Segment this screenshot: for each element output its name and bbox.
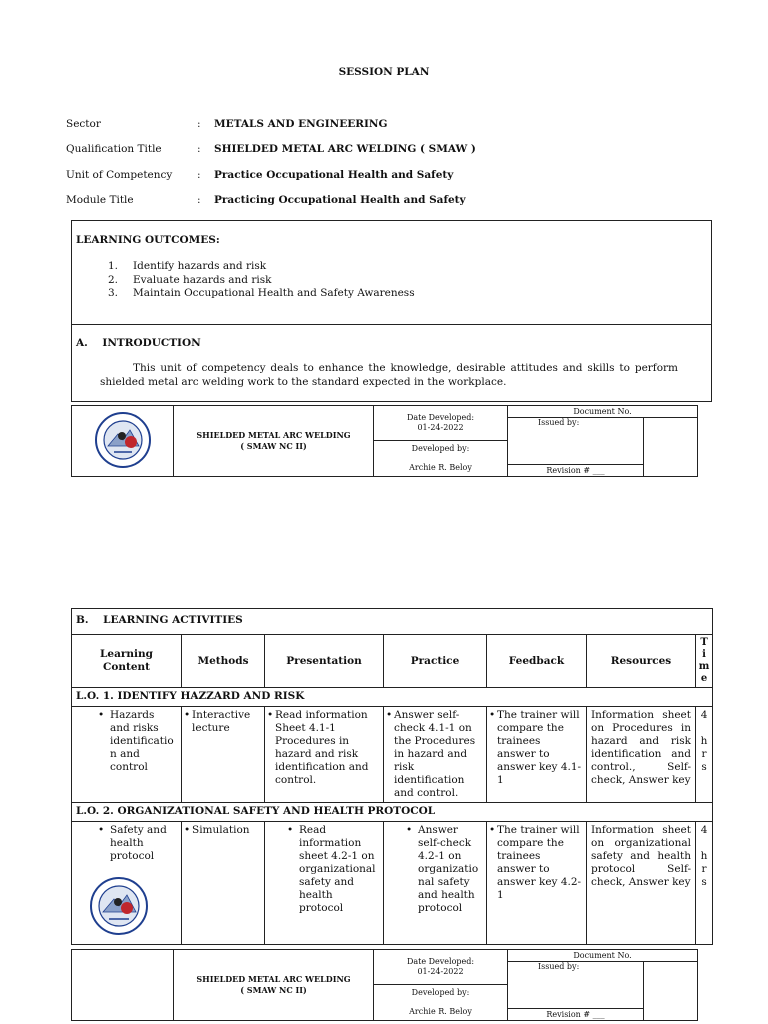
introduction-text: This unit of competency deals to enhance the knowledge, desirable attitudes and skills to perform shielded metal arc welding work to the standard expected in the workplace.	[100, 362, 678, 388]
list-text: Evaluate hazards and risk	[133, 273, 272, 286]
list-item	[108, 274, 415, 288]
developer-cell	[374, 441, 508, 477]
learning-outcomes-box	[71, 220, 712, 402]
cell-text: • Simulation	[184, 824, 260, 837]
learning-activities-table	[71, 608, 713, 945]
course-title-cell	[174, 406, 374, 477]
cell-text: • Answer self-check 4.1-1 on the Procedures in hazard and risk identification and control.	[386, 709, 482, 800]
developer-name: Archie R. Beloy	[409, 463, 472, 473]
date-value: 01-24-2022	[417, 967, 464, 977]
cell-text: • Answer self-check 4.2-1 on organizatio nal safety and health protocol	[406, 824, 482, 915]
introduction-heading: A. INTRODUCTION	[76, 337, 201, 349]
meta-value: Practice Occupational Health and Safety	[214, 169, 454, 181]
meta-label: Unit of Competency	[66, 169, 173, 181]
issued-by-label: Issued by:	[508, 417, 644, 464]
column-header: Practice	[384, 635, 487, 688]
cell-text: • Interactive lecture	[184, 709, 260, 735]
issued-by-value	[644, 961, 698, 1020]
issued-by-label: Issued by:	[508, 961, 644, 1008]
lo-heading: L.O. 1. IDENTIFY HAZZARD AND RISK	[72, 688, 713, 707]
course-line: ( SMAW NC II)	[240, 441, 307, 451]
list-item	[108, 287, 415, 301]
logo-cell	[72, 406, 174, 477]
course-title-cell	[174, 950, 374, 1021]
practice-cell	[384, 707, 487, 803]
learning-content-cell	[72, 822, 182, 945]
table-row	[72, 707, 713, 803]
table-row	[72, 822, 713, 945]
resources-cell: Information sheet on organizational safety and health protocol Self-check, Answer key	[587, 822, 696, 945]
date-value: 01-24-2022	[417, 423, 464, 433]
methods-cell	[182, 822, 265, 945]
document-footer	[71, 405, 698, 477]
meta-colon: :	[197, 194, 201, 206]
date-developed-cell	[374, 950, 508, 985]
course-line: SHIELDED METAL ARC WELDING	[196, 430, 351, 440]
practice-cell	[384, 822, 487, 945]
revision-label: Revision # ___	[508, 1009, 644, 1021]
date-developed-cell	[374, 406, 508, 441]
list-number: 3.	[108, 287, 119, 299]
course-line: SHIELDED METAL ARC WELDING	[196, 974, 351, 984]
page-title: SESSION PLAN	[338, 66, 430, 78]
developed-by-label: Developed by:	[411, 988, 470, 998]
meta-label: Qualification Title	[66, 143, 162, 155]
learning-outcomes-list	[108, 260, 415, 301]
column-header: Feedback	[487, 635, 587, 688]
list-item	[108, 260, 415, 274]
date-label: Date Developed:	[406, 957, 475, 967]
cell-text: • Safety and health protocol	[98, 824, 177, 863]
developed-by-label: Developed by:	[411, 444, 470, 454]
presentation-cell	[265, 707, 384, 803]
cell-text: • The trainer will compare the trainees answer to answer key 4.1-1	[489, 709, 582, 787]
list-number: 2.	[108, 273, 119, 286]
document-footer	[71, 949, 698, 1021]
logo-cell	[72, 950, 174, 1021]
cell-text: • Read information sheet 4.2-1 on organizational safety and health protocol	[287, 824, 379, 915]
column-header-time: T i m e	[696, 635, 713, 688]
list-text: Maintain Occupational Health and Safety Awareness	[133, 287, 415, 299]
time-cell: 4 h r s	[696, 707, 713, 803]
cell-text: • The trainer will compare the trainees answer to answer key 4.2-1	[489, 824, 582, 902]
institute-logo-icon	[86, 876, 152, 936]
date-label: Date Developed:	[406, 413, 475, 423]
list-text: Identify hazards and risk	[133, 260, 267, 272]
presentation-cell	[265, 822, 384, 945]
developer-cell	[374, 985, 508, 1021]
learning-content-cell	[72, 707, 182, 803]
cell-text: • Read information Sheet 4.1-1 Procedures in hazard and risk identification and control.	[267, 709, 379, 787]
meta-value: METALS AND ENGINEERING	[214, 118, 388, 130]
learning-outcomes-heading: LEARNING OUTCOMES:	[76, 234, 220, 246]
meta-colon: :	[197, 169, 201, 181]
table-header-row	[72, 635, 713, 688]
column-header: Methods	[182, 635, 265, 688]
meta-label: Sector	[66, 118, 101, 130]
list-number: 1.	[108, 260, 119, 272]
course-line: ( SMAW NC II)	[240, 985, 307, 995]
issued-by-value	[644, 417, 698, 476]
document-no-label: Document No.	[508, 406, 698, 418]
column-header: Resources	[587, 635, 696, 688]
institute-logo-icon	[92, 412, 154, 468]
developer-name: Archie R. Beloy	[409, 1007, 472, 1017]
resources-cell: Information sheet on Procedures in hazard and risk identification and control., Self-check, Answer key	[587, 707, 696, 803]
cell-text: • Hazards and risks identificatio n and control	[98, 709, 177, 774]
feedback-cell	[487, 707, 587, 803]
section-heading: B. LEARNING ACTIVITIES	[72, 609, 713, 635]
lo-heading: L.O. 2. ORGANIZATIONAL SAFETY AND HEALTH PROTOCOL	[72, 803, 713, 822]
revision-label: Revision # ___	[508, 465, 644, 477]
divider	[72, 324, 711, 325]
document-no-label: Document No.	[508, 950, 698, 962]
meta-colon: :	[197, 143, 201, 155]
meta-value: SHIELDED METAL ARC WELDING ( SMAW )	[214, 143, 476, 155]
feedback-cell	[487, 822, 587, 945]
column-header: Presentation	[265, 635, 384, 688]
meta-colon: :	[197, 118, 201, 130]
time-cell: 4 h r s	[696, 822, 713, 945]
column-header: Learning Content	[72, 635, 182, 688]
meta-label: Module Title	[66, 194, 134, 206]
meta-value: Practicing Occupational Health and Safety	[214, 194, 466, 206]
methods-cell	[182, 707, 265, 803]
